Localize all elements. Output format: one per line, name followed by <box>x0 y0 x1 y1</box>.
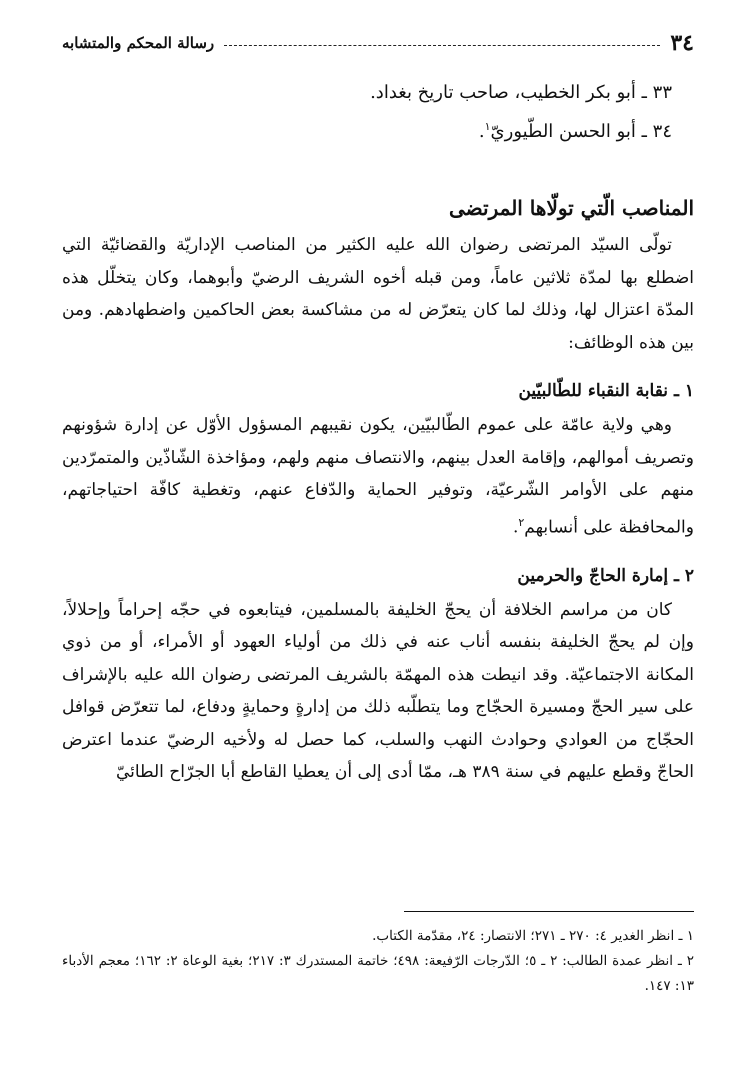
section-heading: المناصب الّتي تولّاها المرتضى <box>449 196 694 220</box>
paragraph-text: وهي ولاية عامّة على عموم الطّالبيّين، يكون نقيبهم المسؤول الأوّل عن إدارة شؤونهم وتصريف أموالهم، وإقامة العدل بينهم، والانتصاف منهم ولهم، ومؤاخذة الشّاذّين والمتمرّدين منهم على الأوامر الشّرعيّة، وتوفير الحماية والدّفاع عنهم، وتغطية كافّة احتياجاتهم، والمحافظة على أنسابهم <box>62 415 694 538</box>
niqaba-paragraph <box>62 409 694 544</box>
intro-paragraph: تولّى السيّد المرتضى رضوان الله عليه الكثير من المناصب الإداريّة والقضائيّة التي اضطلع بها لمدّة ثلاثين عاماً، ومن قبله أخوه الشريف الرضيّ وأبوهما، وكان يتخلّل هذه المدّة اعتزال لها، وذلك لما كان يتعرّض له من مشاكسة بعض الحاكمين واضطهادهم. ومن بين هذه الوظائف: <box>62 235 694 353</box>
subsection-heading-niqaba: ١ ـ نقابة النقباء للطّالبيّين <box>518 381 694 401</box>
imara-paragraph: كان من مراسم الخلافة أن يحجّ الخليفة بالمسلمين، فيتابعوه في حجّه إحراماً وإحلالاً، وإن لم يحجّ الخليفة بنفسه أناب عنه في ذلك من أولياء العهود أو الأمراء، أو من ذوي المكانة الاجتماعيّة. وقد انيطت هذه المهمّة بالشريف المرتضى رضوان الله عليه بالإشراف على سير الحجّ ومسيرة الحجّاج وما يتطلّبه ذلك من إدارةٍ وحمايةٍ ودفاع، لما تتعرّض قوافل الحجّاج من العوادي وحوادث النهب والسلب، كما حصل له ولأخيه الرضيّ عندما اعترض الحاجّ وقطع عليهم في سنة ٣٨٩ هـ، ممّا أدى إلى أن يعطيا القاطع أبا الجرّاح الطائيّ <box>62 599 694 783</box>
list-item: ٣٣ ـ أبو بكر الخطيب، صاحب تاريخ بغداد. <box>370 82 672 103</box>
footnotes <box>62 924 694 999</box>
list-item <box>62 110 672 149</box>
footnote-marker: ٢ <box>518 515 525 529</box>
footnote-1: ١ ـ انظر الغدير ٤: ٢٧٠ ـ ٢٧١؛ الانتصار: ٢٤، مقدّمة الكتاب. <box>372 928 694 944</box>
scholar-list <box>62 76 694 149</box>
page-body <box>62 76 694 789</box>
footnote-marker: ١ <box>484 120 491 133</box>
sentence-end: . <box>512 517 519 538</box>
subsection-heading-imara: ٢ ـ إمارة الحاجّ والحرمين <box>517 565 694 586</box>
footnote-divider <box>404 911 694 912</box>
page-header <box>62 30 694 56</box>
footnote-2: ٢ ـ انظر عمدة الطالب: ٢ ـ ٥؛ الدّرجات الرّفيعة: ٤٩٨؛ خاتمة المستدرك ٣: ٢١٧؛ بغية الوعاة ٢: ١٦٢؛ معجم الأدباء ١٣: ١٤٧. <box>62 953 695 994</box>
list-item-text: ٣٤ ـ أبو الحسن الطّيوريّ <box>490 121 672 142</box>
header-divider <box>224 45 660 46</box>
sentence-end: . <box>478 121 485 142</box>
running-title: رسالة المحكم والمتشابه <box>62 34 215 52</box>
page-number: ٣٤ <box>670 30 694 56</box>
